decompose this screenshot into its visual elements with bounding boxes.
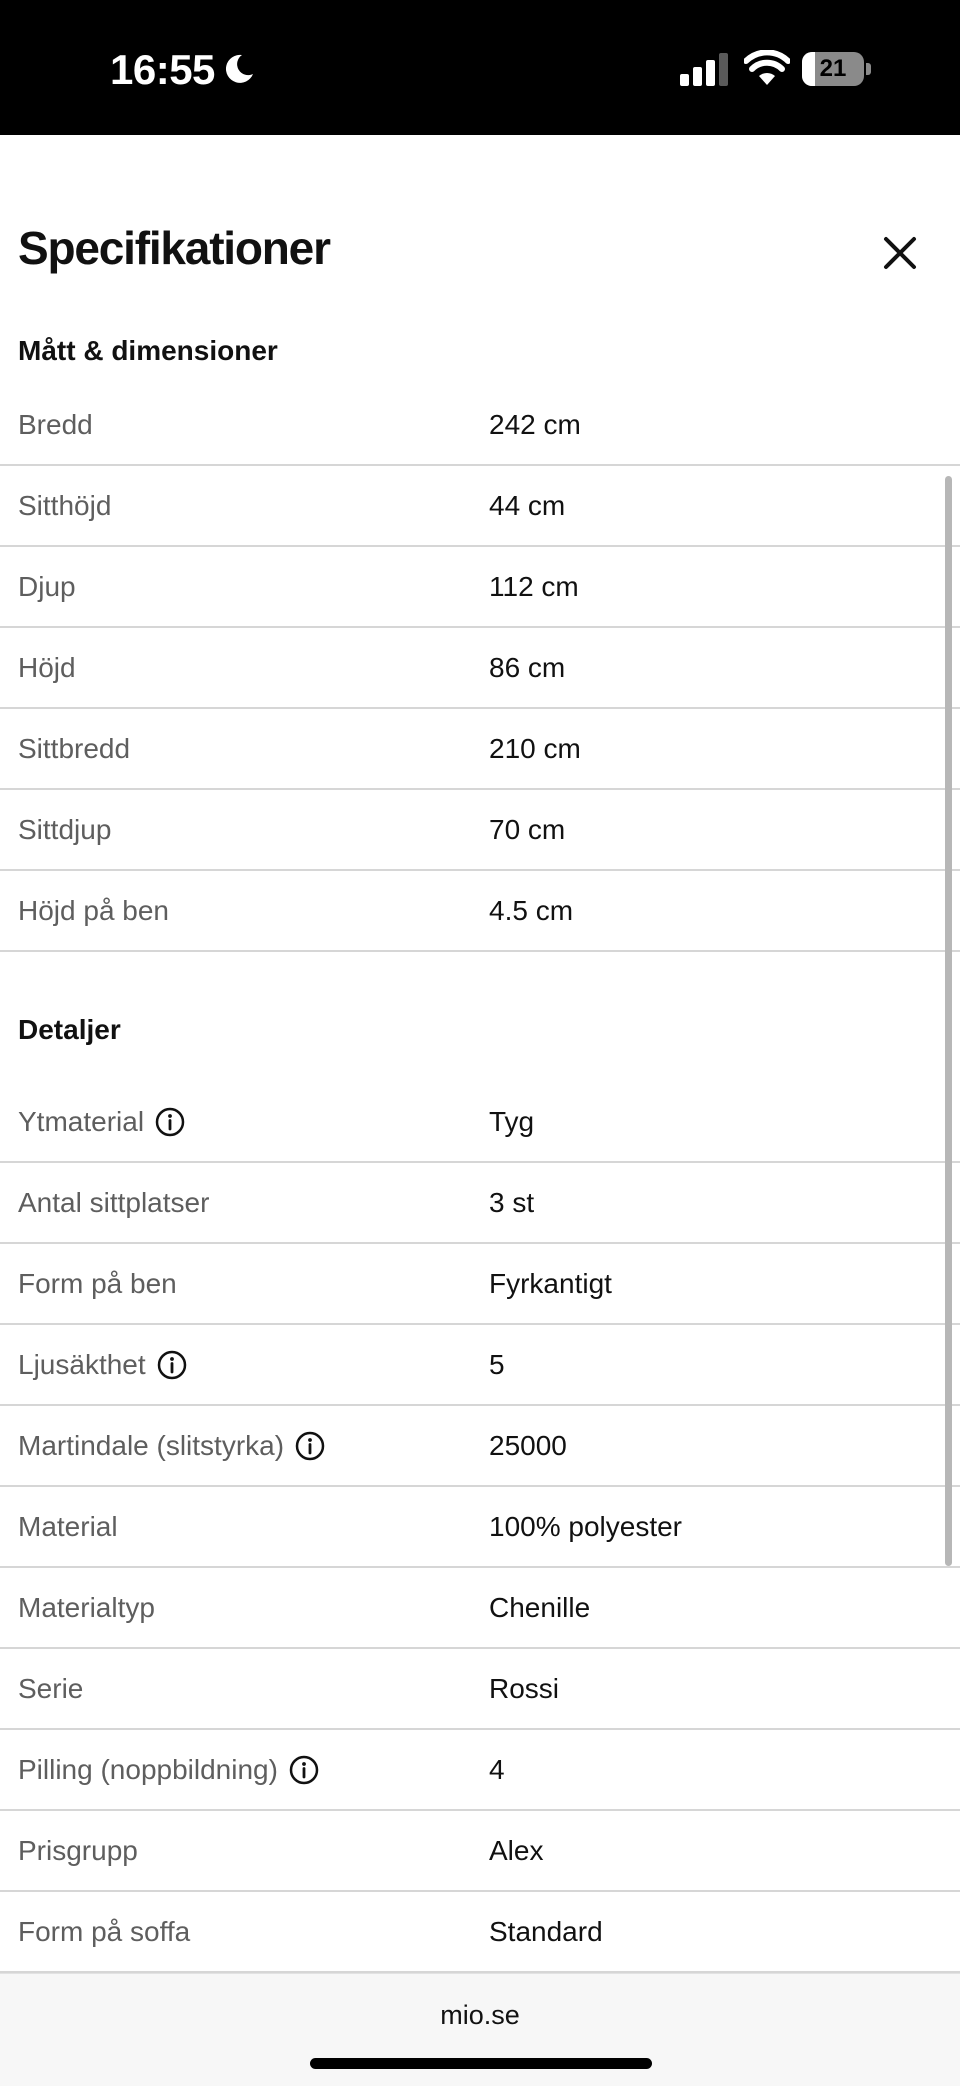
battery-body	[802, 52, 864, 86]
home-indicator[interactable]	[310, 2058, 652, 2069]
spec-value: Standard	[489, 1916, 603, 1947]
spec-label-text: Sitthöjd	[18, 490, 112, 521]
battery-level: 21	[819, 55, 847, 82]
spec-label	[18, 1649, 83, 1728]
spec-value: Fyrkantigt	[489, 1268, 612, 1299]
spec-row	[0, 1892, 960, 1973]
spec-row	[0, 1568, 960, 1649]
spec-label	[18, 1487, 118, 1566]
spec-label	[18, 1568, 155, 1647]
spec-label-text: Djup	[18, 571, 76, 602]
spec-label	[18, 709, 130, 788]
spec-value: Alex	[489, 1835, 544, 1866]
spec-label-text: Ytmaterial	[18, 1106, 145, 1137]
spec-label-text: Sittdjup	[18, 814, 112, 845]
spec-label	[18, 790, 111, 869]
spec-label	[18, 1082, 186, 1161]
spec-row	[0, 709, 960, 790]
spec-label-text: Form på soffa	[18, 1916, 191, 1947]
spec-value: 70 cm	[489, 814, 566, 845]
spec-label	[18, 1325, 188, 1404]
spec-label-text: Antal sittplatser	[18, 1187, 210, 1218]
spec-label-text: Form på ben	[18, 1268, 177, 1299]
spec-label	[18, 1244, 177, 1323]
spec-row	[0, 1163, 960, 1244]
spec-label	[18, 1406, 326, 1485]
spec-row	[0, 1487, 960, 1568]
battery-icon	[802, 52, 872, 86]
section-heading-details: Detaljer	[18, 1014, 121, 1045]
close-icon[interactable]	[872, 225, 928, 281]
wifi-icon	[744, 50, 790, 86]
scrollbar[interactable]	[945, 476, 952, 1566]
spec-label-text: Höjd	[18, 652, 76, 683]
spec-row	[0, 1406, 960, 1487]
spec-label-text: Martindale (slitstyrka)	[18, 1430, 285, 1461]
spec-label	[18, 1811, 138, 1890]
spec-value: 5	[489, 1349, 505, 1380]
spec-label	[18, 385, 93, 464]
spec-label-text: Bredd	[18, 409, 93, 440]
spec-label-text: Höjd på ben	[18, 895, 170, 926]
spec-value: Chenille	[489, 1592, 591, 1623]
spec-row	[0, 871, 960, 952]
spec-value: 112 cm	[489, 571, 579, 602]
status-time: 16:55	[110, 46, 215, 93]
specifications-sheet	[0, 135, 960, 1973]
spec-value: 242 cm	[489, 409, 581, 440]
spec-row	[0, 466, 960, 547]
dimensions-table	[0, 385, 960, 952]
battery-cap	[866, 63, 871, 75]
spec-label	[18, 1163, 209, 1242]
spec-label-text: Prisgrupp	[18, 1835, 138, 1866]
cellular-signal-icon	[680, 52, 730, 86]
spec-row	[0, 1649, 960, 1730]
spec-value: 3 st	[489, 1187, 535, 1218]
spec-label	[18, 466, 111, 545]
spec-value: 100% polyester	[489, 1511, 683, 1542]
spec-value: 86 cm	[489, 652, 566, 683]
spec-value: 210 cm	[489, 733, 581, 764]
spec-value: Tyg	[489, 1106, 535, 1137]
moon-icon	[222, 52, 256, 86]
spec-row	[0, 547, 960, 628]
spec-label-text: Serie	[18, 1673, 84, 1704]
spec-value: 4	[489, 1754, 505, 1785]
info-icon[interactable]	[154, 1106, 186, 1138]
section-heading-dimensions: Mått & dimensioner	[18, 335, 278, 366]
status-bar	[0, 0, 960, 135]
spec-value: 4.5 cm	[489, 895, 574, 926]
spec-row	[0, 1811, 960, 1892]
spec-label	[18, 628, 76, 707]
spec-row	[0, 385, 960, 466]
spec-row	[0, 1082, 960, 1163]
info-icon[interactable]	[294, 1430, 326, 1462]
specifications-list	[0, 313, 960, 1973]
spec-row	[0, 1730, 960, 1811]
spec-value: 44 cm	[489, 490, 566, 521]
spec-value: Rossi	[489, 1673, 560, 1704]
spec-label-text: Material	[18, 1511, 118, 1542]
spec-label-text: Sittbredd	[18, 733, 131, 764]
address-bar-domain[interactable]: mio.se	[440, 2000, 520, 2030]
spec-label	[18, 871, 169, 950]
sheet-title: Specifikationer	[18, 222, 330, 274]
browser-bottom-bar	[0, 1973, 960, 2086]
spec-label	[18, 547, 76, 626]
info-icon[interactable]	[288, 1754, 320, 1786]
spec-label	[18, 1730, 320, 1809]
spec-row	[0, 1244, 960, 1325]
spec-row	[0, 628, 960, 709]
spec-value: 25000	[489, 1430, 567, 1461]
spec-label	[18, 1892, 190, 1971]
spec-row	[0, 790, 960, 871]
spec-row	[0, 1325, 960, 1406]
details-table	[0, 1082, 960, 1973]
spec-label-text: Materialtyp	[18, 1592, 155, 1623]
close-button[interactable]	[872, 225, 928, 281]
info-icon[interactable]	[156, 1349, 188, 1381]
spec-label-text: Pilling (noppbildning)	[18, 1754, 278, 1785]
spec-label-text: Ljusäkthet	[18, 1349, 146, 1380]
